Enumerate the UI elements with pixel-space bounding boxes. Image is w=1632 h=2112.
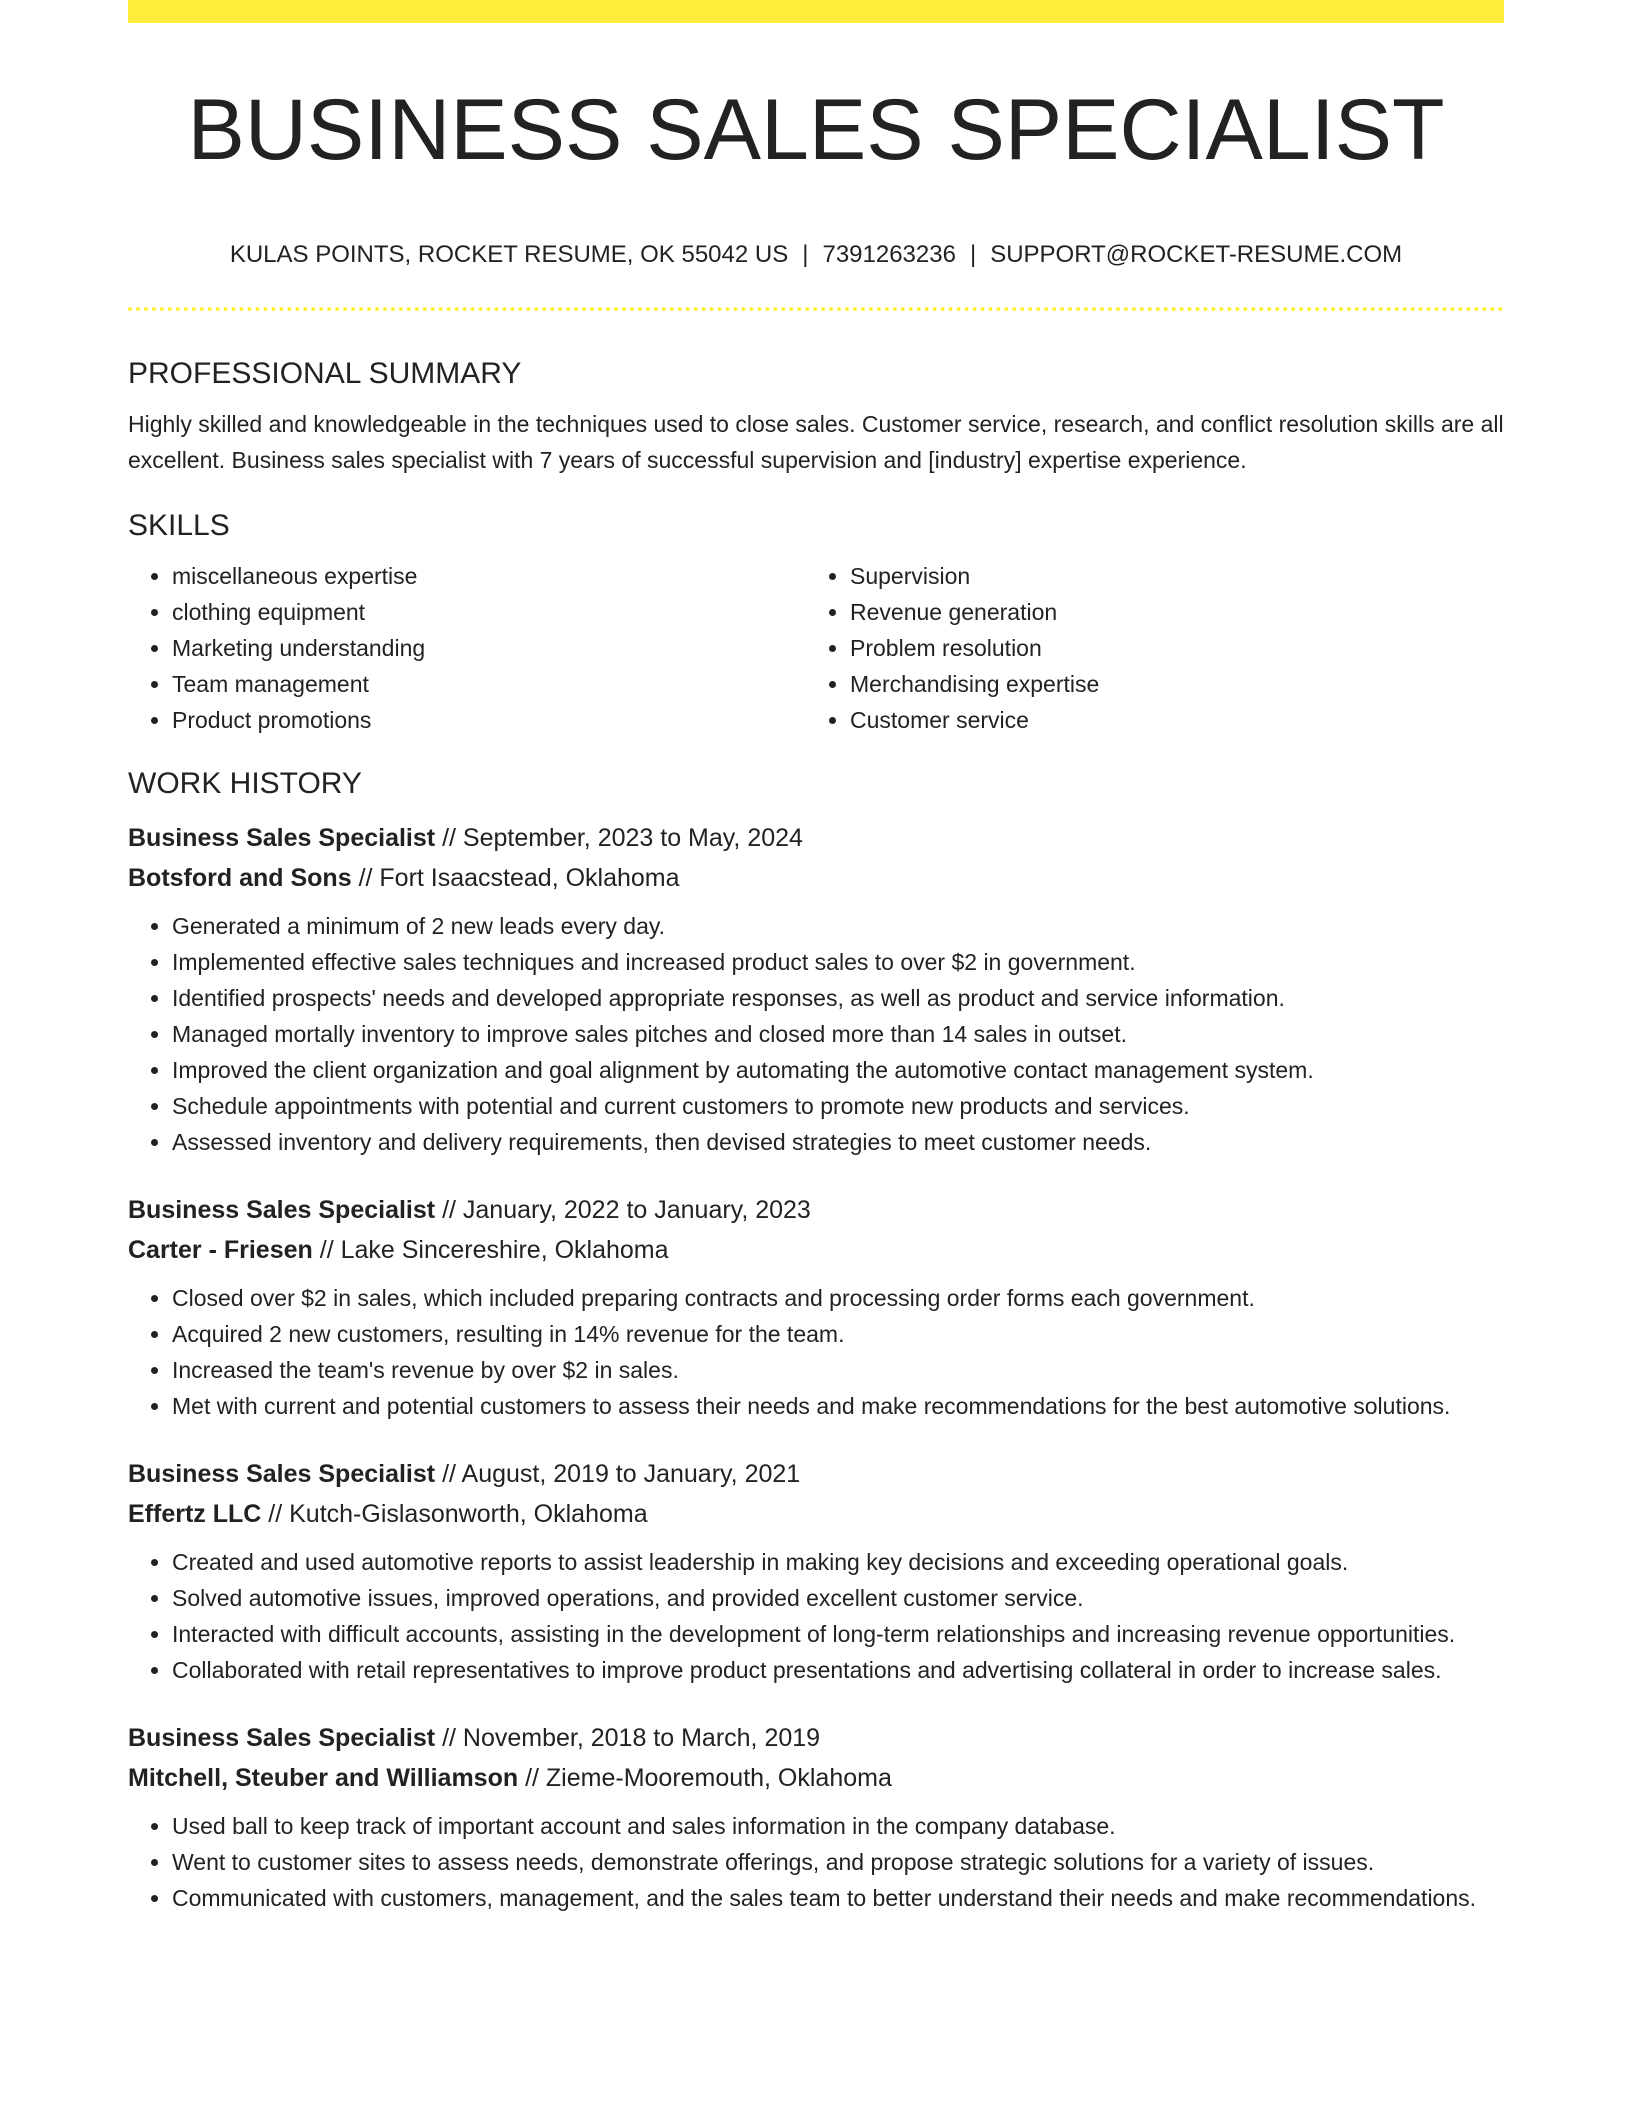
job-role: Business Sales Specialist xyxy=(128,1724,436,1752)
contact-separator: | xyxy=(969,241,977,268)
job-company-line xyxy=(128,1230,1504,1270)
skill-item: • Team management xyxy=(172,666,806,702)
job-bullet: • Managed mortally inventory to improve sales pitches and closed more than 14 sales in outset. xyxy=(172,1016,1504,1052)
job-bullets xyxy=(128,1544,1504,1688)
job-title-line xyxy=(128,1454,1504,1494)
skill-item: • Customer service xyxy=(850,702,1484,738)
job-company: Botsford and Sons xyxy=(128,864,352,892)
job-location: // Kutch-Gislasonworth, Oklahoma xyxy=(268,1500,648,1528)
skill-item: • Supervision xyxy=(850,558,1484,594)
job-role: Business Sales Specialist xyxy=(128,1460,436,1488)
job-title-line xyxy=(128,1718,1504,1758)
job-entry xyxy=(128,1454,1504,1688)
job-bullets xyxy=(128,1280,1504,1424)
skill-item: • Revenue generation xyxy=(850,594,1484,630)
job-bullet: • Used ball to keep track of important account and sales information in the company database. xyxy=(172,1808,1504,1844)
job-bullet: • Went to customer sites to assess needs, demonstrate offerings, and propose strategic solutions for a variety of issues. xyxy=(172,1844,1504,1880)
job-bullet: • Solved automotive issues, improved operations, and provided excellent customer service. xyxy=(172,1580,1504,1616)
accent-top-bar xyxy=(128,0,1504,23)
resume-name: BUSINESS SALES SPECIALIST xyxy=(187,82,1445,178)
resume-body xyxy=(128,354,1504,1946)
job-entry xyxy=(128,818,1504,1160)
skill-item: • Product promotions xyxy=(172,702,806,738)
job-company-line xyxy=(128,1758,1504,1798)
job-bullet: • Created and used automotive reports to assist leadership in making key decisions and exceeding operational goals. xyxy=(172,1544,1504,1580)
job-bullet: • Closed over $2 in sales, which included preparing contracts and processing order forms each government. xyxy=(172,1280,1504,1316)
job-location: // Fort Isaacstead, Oklahoma xyxy=(358,864,680,892)
job-dates: // November, 2018 to March, 2019 xyxy=(442,1724,821,1752)
contact-line xyxy=(128,238,1504,272)
job-bullet: • Assessed inventory and delivery requirements, then devised strategies to meet customer needs. xyxy=(172,1124,1504,1160)
contact-address: KULAS POINTS, ROCKET RESUME, OK 55042 US xyxy=(229,241,789,268)
job-company-line xyxy=(128,858,1504,898)
header-divider xyxy=(128,307,1504,311)
job-bullet: • Communicated with customers, management, and the sales team to better understand their needs and make recommendations. xyxy=(172,1880,1504,1916)
skill-item: • Problem resolution xyxy=(850,630,1484,666)
job-bullet: • Generated a minimum of 2 new leads every day. xyxy=(172,908,1504,944)
job-bullets xyxy=(128,908,1504,1160)
contact-separator: | xyxy=(802,241,809,268)
contact-email: SUPPORT@ROCKET-RESUME.COM xyxy=(990,241,1403,268)
skill-item: • miscellaneous expertise xyxy=(172,558,806,594)
job-company: Mitchell, Steuber and Williamson xyxy=(128,1764,519,1792)
job-entry xyxy=(128,1718,1504,1916)
job-bullet: • Implemented effective sales techniques and increased product sales to over $2 in government. xyxy=(172,944,1504,980)
job-role: Business Sales Specialist xyxy=(128,1196,436,1224)
job-company: Carter - Friesen xyxy=(128,1236,313,1264)
job-bullet: • Improved the client organization and goal alignment by automating the automotive contact management system. xyxy=(172,1052,1504,1088)
job-title-line xyxy=(128,818,1504,858)
job-bullet: • Schedule appointments with potential and current customers to promote new products and services. xyxy=(172,1088,1504,1124)
work-history-heading: WORK HISTORY xyxy=(128,767,362,800)
job-dates: // September, 2023 to May, 2024 xyxy=(442,824,803,852)
job-entry xyxy=(128,1190,1504,1424)
job-company: Effertz LLC xyxy=(128,1500,262,1528)
job-bullets xyxy=(128,1808,1504,1916)
summary-text: Highly skilled and knowledgeable in the techniques used to close sales. Customer service, research, and conflict resolution skills are all excellent. Business sales specialist with 7 years of successful supervision and [industry] expertise experience. xyxy=(128,411,1504,473)
skills-list xyxy=(128,558,1504,738)
job-title-line xyxy=(128,1190,1504,1230)
skill-item: • clothing equipment xyxy=(172,594,806,630)
skill-item: • Merchandising expertise xyxy=(850,666,1484,702)
job-bullet: • Identified prospects' needs and developed appropriate responses, as well as product and service information. xyxy=(172,980,1504,1016)
contact-phone: 7391263236 xyxy=(822,241,956,268)
job-role: Business Sales Specialist xyxy=(128,824,436,852)
skills-column-right xyxy=(806,558,1484,738)
job-bullet: • Collaborated with retail representatives to improve product presentations and advertising collateral in order to increase sales. xyxy=(172,1652,1504,1688)
job-location: // Lake Sincereshire, Oklahoma xyxy=(319,1236,669,1264)
job-bullet: • Acquired 2 new customers, resulting in 14% revenue for the team. xyxy=(172,1316,1504,1352)
skills-column-left xyxy=(128,558,806,738)
summary-heading: PROFESSIONAL SUMMARY xyxy=(128,357,522,390)
job-bullet: • Met with current and potential customers to assess their needs and make recommendations for the best automotive solutions. xyxy=(172,1388,1504,1424)
job-dates: // August, 2019 to January, 2021 xyxy=(442,1460,801,1488)
job-bullet: • Interacted with difficult accounts, assisting in the development of long-term relationships and increasing revenue opportunities. xyxy=(172,1616,1504,1652)
job-dates: // January, 2022 to January, 2023 xyxy=(442,1196,811,1224)
skills-heading: SKILLS xyxy=(128,509,230,542)
job-location: // Zieme-Mooremouth, Oklahoma xyxy=(525,1764,892,1792)
skill-item: • Marketing understanding xyxy=(172,630,806,666)
job-bullet: • Increased the team's revenue by over $2 in sales. xyxy=(172,1352,1504,1388)
job-company-line xyxy=(128,1494,1504,1534)
